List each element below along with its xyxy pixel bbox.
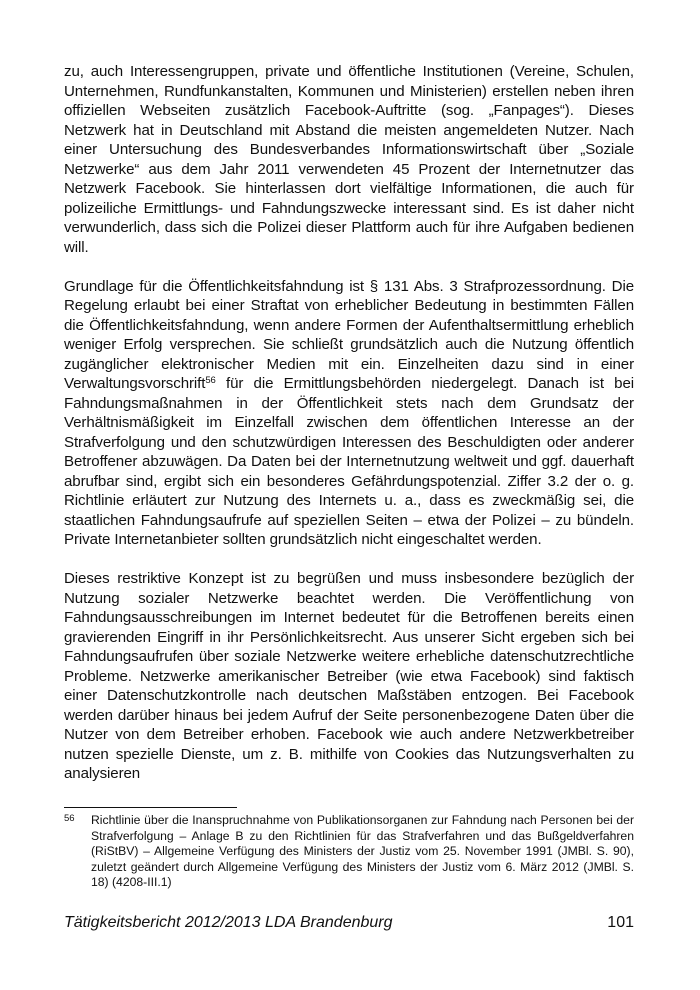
paragraph-1: zu, auch Interessengruppen, private und öffentliche Institutionen (Vereine, Schulen, Unternehmen, Rundfunkanstalten, Kommunen und Ministerien) erstellen neben ihren offiziellen Webseiten zusätzlich Facebook-Auftritte (sog. „Fanpages“). Dieses Netzwerk hat in Deutschland mit Abstand die meisten angemeldeten Nutzer. Nach einer Untersuchung des Bundesverbandes Informationswirtschaft über „Soziale Netzwerke“ aus dem Jahr 2011 verwendeten 45 Prozent der Internetnutzer das Netzwerk Facebook. Sie hinterlassen dort vielfältige Informationen, die auch für polizeiliche Ermittlungs- und Fahndungszwecke interessant sind. Es ist daher nicht verwunderlich, dass sich die Polizei dieser Plattform auch für ihre Aufgaben bedienen will. (64, 63, 634, 256)
footnote-number: 56 (64, 813, 75, 824)
body-text (64, 62, 634, 784)
paragraph-2-text-after: für die Ermittlungsbehörden niedergelegt. Danach ist bei Fahndungsmaßnahmen in der Öffentlichkeit stets nach dem Grundsatz der Verhältnismäßigkeit im Einzelfall zwischen dem öffentlichen Interesse an der Strafverfolgung und den schutzwürdigen Interessen des Beschuldigten oder anderer Betroffener abzuwägen. Da Daten bei der Internetnutzung weltweit und ggf. dauerhaft abrufbar sind, ergibt sich ein besonderes Gefährdungspotenzial. Ziffer 3.2 der o. g. Richtlinie erläutert zur Nutzung des Internets u. a., dass es zweckmäßig sei, die staatlichen Fahndungsaufrufe auf speziellen Seiten – etwa der Polizei – zu bündeln. Private Internetanbieter sollten grundsätzlich nicht eingeschaltet werden. (64, 375, 634, 548)
page-footer (64, 913, 634, 933)
page-number: 101 (607, 914, 634, 931)
paragraph-2 (64, 277, 634, 550)
paragraph-2-text-before: Grundlage für die Öffentlichkeitsfahndung ist § 131 Abs. 3 Strafprozessordnung. Die Regelung erlaubt bei einer Straftat von erheblicher Bedeutung in bestimmten Fällen die Öffentlichkeitsfahndung, wenn andere Formen der Aufenthaltsermittlung erheblich weniger Erfolg versprechen. Sie schließt grundsätzlich auch die Nutzung öffentlich zugänglicher elektronischer Medien mit ein. Einzelheiten dazu sind in einer Verwaltungsvorschrift (64, 277, 634, 392)
footnote-divider (64, 807, 237, 808)
footnote-reference[interactable]: 56 (205, 375, 216, 386)
footnote-text: Richtlinie über die Inanspruchnahme von Publikationsorganen zur Fahndung nach Personen bei der Strafverfolgung – Anlage B zu den Richtlinien für das Strafverfahren und das Bußgeldverfahren (RiStBV) – Allgemeine Verfügung des Ministers der Justiz vom 25. November 1991 (JMBl. S. 90), zuletzt geändert durch Allgemeine Verfügung des Ministers der Justiz vom 6. März 2012 (JMBl. S. 18) (4208-III.1) (91, 813, 634, 890)
paragraph-3: Dieses restriktive Konzept ist zu begrüßen und muss insbesondere bezüglich der Nutzung sozialer Netzwerke beachtet werden. Die Veröffentlichung von Fahndungsausschreibungen im Internet bedeutet für die Betroffenen bereits einen gravierenden Eingriff in ihr Persönlichkeitsrecht. Aus unserer Sicht ergeben sich bei Fahndungsaufrufen über soziale Netzwerke weitere erhebliche datenschutzrechtliche Probleme. Netzwerke amerikanischer Betreiber (wie etwa Facebook) sind faktisch einer Datenschutzkontrolle nach deutschen Maßstäben entzogen. Bei Facebook werden darüber hinaus bei jedem Aufruf der Seite personenbezogene Daten über die Nutzer von dem Betreiber erhoben. Facebook wie auch andere Netzwerkbetreiber nutzen spezielle Dienste, um z. B. mithilfe von Cookies das Nutzungsverhalten zu analysieren (64, 570, 634, 782)
footer-title: Tätigkeitsbericht 2012/2013 LDA Brandenburg (64, 914, 393, 931)
footnote (64, 813, 634, 891)
